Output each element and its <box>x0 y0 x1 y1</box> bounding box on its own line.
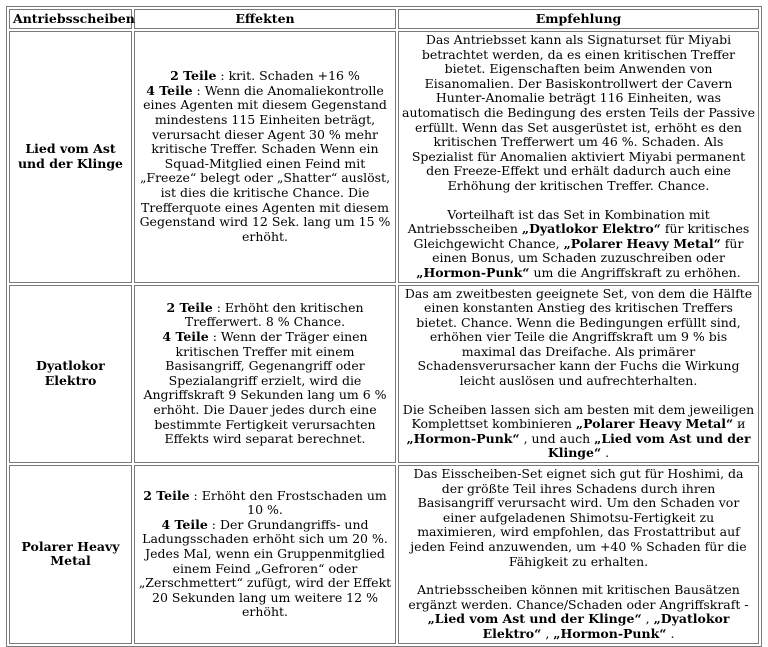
set-name: Dyatlokor Elektro <box>9 285 132 464</box>
effect-4-pieces <box>138 330 392 447</box>
set-name: Polarer Heavy Metal <box>9 465 132 644</box>
effect-4-text: : Wenn die Anomaliekontrolle eines Agenten mit diesem Gegenstand mindestens 115 Einheiten beträgt, verursacht dieser Agent 30 % mehr kritische Treffer. Schaden Wenn ein Squad-Mitglied einen Feind mit „Freeze“ belegt oder „Shatter“ auslöst, ist dies die kritische Chance. Die Trefferquote eines Agenten mit diesem Gegenstand wird 12 Sek. lang um 15 % erhöht. <box>139 82 391 244</box>
combo-text: и <box>733 416 746 432</box>
combo-text: Vorteilhaft ist das Set in Kombination mit Antriebsscheiben <box>407 206 710 237</box>
effect-2-label: 2 Teile <box>166 299 213 315</box>
combo-set-link: „Lied vom Ast und der Klinge“ <box>427 611 642 627</box>
combo-text: , und auch <box>519 430 595 446</box>
combo-set-link: „Polarer Heavy Metal“ <box>575 416 734 432</box>
effect-4-label: 4 Teile <box>162 328 209 344</box>
header-row <box>9 9 759 29</box>
recommendation-combo <box>402 208 755 281</box>
combo-text: um die Angriffskraft zu erhöhen. <box>529 264 741 280</box>
effect-2-label: 2 Teile <box>170 68 217 84</box>
set-recommendation <box>398 285 759 464</box>
effect-2-label: 2 Teile <box>143 487 190 503</box>
combo-set-link: „Hormon-Punk“ <box>406 430 520 446</box>
combo-set-link: „Dyatlokor Elektro“ <box>521 221 661 237</box>
effect-2-pieces <box>138 489 392 518</box>
combo-set-link: „Dyatlokor Elektro“ <box>482 611 730 641</box>
recommendation-combo <box>402 403 755 461</box>
effect-2-text: : krit. Schaden +16 % <box>216 68 360 84</box>
recommendation-paragraph: Das Antriebsset kann als Signaturset für Miyabi betrachtet werden, da es einen kritischen Treffer bietet. Eigenschaften beim Anwenden von Eisanomalien. Der Basiskontrollwert der Cavern Hunter-Anomalie beträgt 116 Einheiten, was automatisch die Bedingung des ersten Teils der Passive erfüllt. Wenn das Set ausgerüstet ist, erhöht es den kritischen Trefferwert um 46 %. Schaden. Als Spezialist für Anomalien aktiviert Miyabi permanent den Freeze-Effekt und erhält dadurch auch eine Erhöhung der kritischen Treffer. Chance. <box>402 32 756 193</box>
combo-text: , <box>541 625 554 641</box>
recommendation-paragraph: Das Eisscheiben-Set eignet sich gut für Hoshimi, da der größte Teil ihres Schadens durch ihren Basisangriff verursacht wird. Um den Schaden vor einer aufgeladenen Shimotsu-Fertigkeit zu maximieren, wird empfohlen, das Frostattribut auf jeden Feind anzuwenden, um +40 % Schaden für die Fähigkeit zu erhalten. <box>410 466 747 569</box>
combo-text: für kritisches Gleichgewicht Chance, <box>413 221 750 251</box>
set-effects <box>134 31 396 283</box>
combo-text: für einen Bonus, um Schaden zuzuschreiben oder <box>432 235 744 266</box>
effect-4-label: 4 Teile <box>146 82 193 98</box>
set-recommendation <box>398 465 759 644</box>
effect-2-pieces <box>138 69 392 84</box>
header-effects: Effekten <box>134 9 396 29</box>
table-row <box>9 285 759 464</box>
combo-text: Antriebsscheiben können mit kritischen Bausätzen ergänzt werden. Chance/Schaden oder Angriffskraft - <box>408 582 749 612</box>
page <box>6 6 762 647</box>
combo-set-link: „Hormon-Punk“ <box>553 625 667 641</box>
effect-4-text: : Der Grundangriffs- und Ladungsschaden erhöht sich um 20 %. Jedes Mal, wenn ein Gruppenmitglied einem Feind „Gefroren“ oder „Zerschmettert“ zufügt, wird der Effekt 20 Sekunden lang um weitere 12 % erhöht. <box>138 516 392 620</box>
set-effects <box>134 285 396 464</box>
combo-set-link: „Hormon-Punk“ <box>416 264 530 280</box>
combo-text: , <box>641 611 654 627</box>
drive-disc-table <box>6 6 762 647</box>
set-effects <box>134 465 396 644</box>
combo-set-link: „Polarer Heavy Metal“ <box>563 235 721 251</box>
combo-set-link: „Lied vom Ast und der Klinge“ <box>547 430 751 461</box>
effect-2-text: : Erhöht den kritischen Trefferwert. 8 % Chance. <box>184 299 364 330</box>
recommendation-combo <box>402 583 755 641</box>
combo-text: Die Scheiben lassen sich am besten mit dem jeweiligen Komplettset kombinieren <box>402 401 755 432</box>
recommendation-paragraph: Das am zweitbesten geeignete Set, von dem die Hälfte einen konstanten Anstieg des kritischen Treffers bietet. Chance. Wenn die Bedingungen erfüllt sind, erhöhen vier Teile die Angriffskraft um 9 % bis maximal das Dreifache. Als primärer Schadensverursacher kann der Fuchs die Wirkung leicht auslösen und aufrechterhalten. <box>404 285 753 389</box>
effect-4-text: : Wenn der Träger einen kritischen Treffer mit einem Basisangriff, Gegenangriff oder Spezialangriff erzielt, wird die Angriffskraft 9 Sekunden lang um 6 % erhöht. Die Dauer jedes durch eine bestimmte Fertigkeit verursachten Effekts wird separat berechnet. <box>143 328 387 447</box>
header-recommendation: Empfehlung <box>398 9 759 29</box>
effect-2-text: : Erhöht den Frostschaden um 10 %. <box>189 487 387 518</box>
effect-4-pieces <box>138 518 392 620</box>
set-recommendation <box>398 31 759 283</box>
table-row <box>9 465 759 644</box>
header-name: Antriebsscheiben <box>9 9 132 29</box>
effect-2-pieces <box>138 301 392 330</box>
set-name: Lied vom Ast und der Klinge <box>9 31 132 283</box>
combo-text: . <box>601 445 610 461</box>
effect-4-pieces <box>138 84 392 245</box>
table-row <box>9 31 759 283</box>
combo-text: . <box>666 625 675 641</box>
effect-4-label: 4 Teile <box>161 516 208 532</box>
